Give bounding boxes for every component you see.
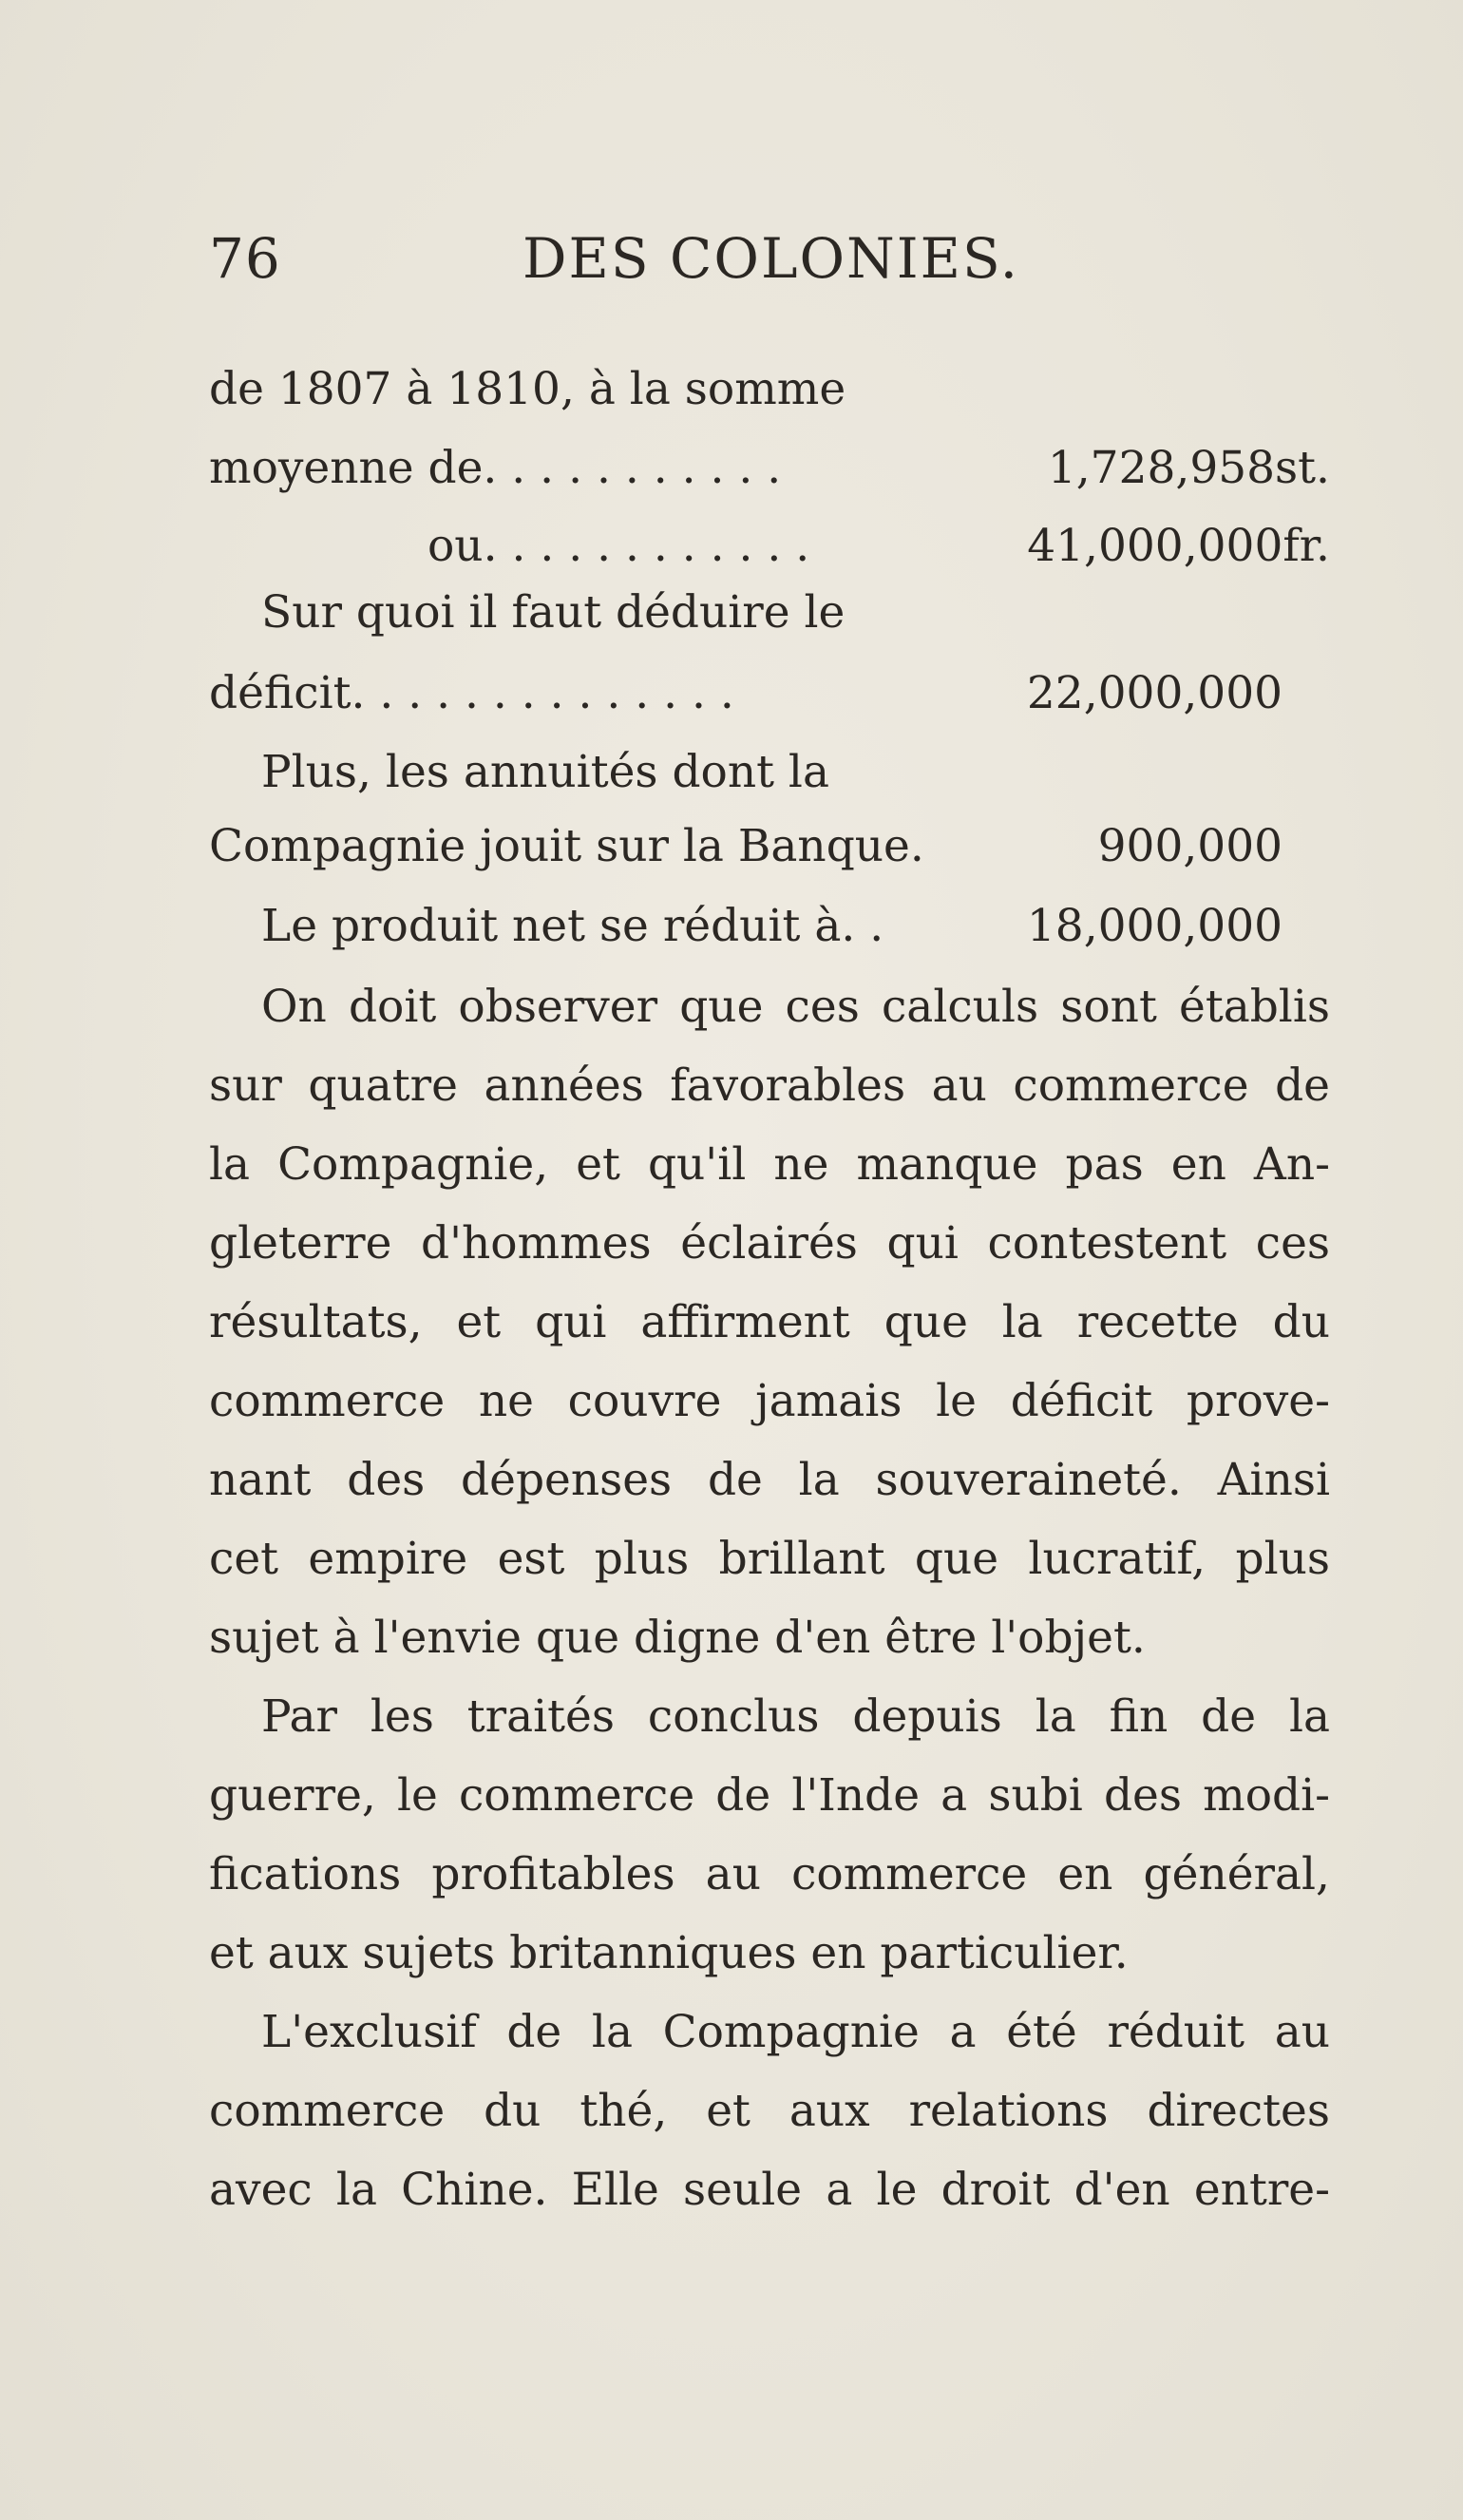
- text-line: commerce du thé, et aux relations directes: [209, 2085, 1330, 2137]
- plus-line: Plus, les annuités dont la: [261, 746, 829, 798]
- text-line: Par les traités conclus depuis la fin de la: [261, 1690, 1330, 1743]
- ou-label: ou. . . . . . . . . . . .: [428, 520, 810, 572]
- text-line: résultats, et qui affirment que la recette du: [209, 1296, 1330, 1348]
- produit-value: 18,000,000: [1026, 900, 1282, 952]
- text-line: gleterre d'hommes éclairés qui contestent ces: [209, 1217, 1330, 1270]
- text-line: et aux sujets britanniques en particulier.: [209, 1927, 1129, 1979]
- text-line: guerre, le commerce de l'Inde a subi des modi-: [209, 1769, 1330, 1822]
- text-line: On doit observer que ces calculs sont établis: [261, 981, 1330, 1033]
- compagnie-value: 900,000: [1097, 820, 1282, 872]
- running-title: DES COLONIES.: [522, 226, 1020, 291]
- text-line: avec la Chine. Elle seule a le droit d'en entre-: [209, 2164, 1330, 2216]
- text-line: fications profitables au commerce en général,: [209, 1848, 1330, 1900]
- text-line: nant des dépenses de la souveraineté. Ainsi: [209, 1454, 1330, 1506]
- table-intro-line: de 1807 à 1810, à la somme: [209, 363, 846, 415]
- deficit-value: 22,000,000: [1026, 667, 1282, 719]
- page-header: [209, 226, 1045, 302]
- page-number: 76: [209, 226, 281, 291]
- text-line: sujet à l'envie que digne d'en être l'objet.: [209, 1612, 1146, 1664]
- text-line: L'exclusif de la Compagnie a été réduit au: [261, 2006, 1330, 2058]
- text-line: la Compagnie, et qu'il ne manque pas en An-: [209, 1138, 1330, 1191]
- text-line: cet empire est plus brillant que lucratif, plus: [209, 1533, 1330, 1585]
- ou-value: 41,000,000fr.: [1027, 520, 1330, 572]
- produit-label: Le produit net se réduit à. .: [261, 900, 884, 952]
- deduire-line: Sur quoi il faut déduire le: [261, 586, 846, 639]
- deficit-label: déficit. . . . . . . . . . . . . .: [209, 667, 734, 719]
- moyenne-value: 1,728,958st.: [1047, 442, 1330, 494]
- moyenne-label: moyenne de. . . . . . . . . . .: [209, 442, 782, 494]
- compagnie-label: Compagnie jouit sur la Banque.: [209, 820, 924, 872]
- text-line: sur quatre années favorables au commerce de: [209, 1060, 1330, 1112]
- text-line: commerce ne couvre jamais le déficit prove-: [209, 1375, 1330, 1427]
